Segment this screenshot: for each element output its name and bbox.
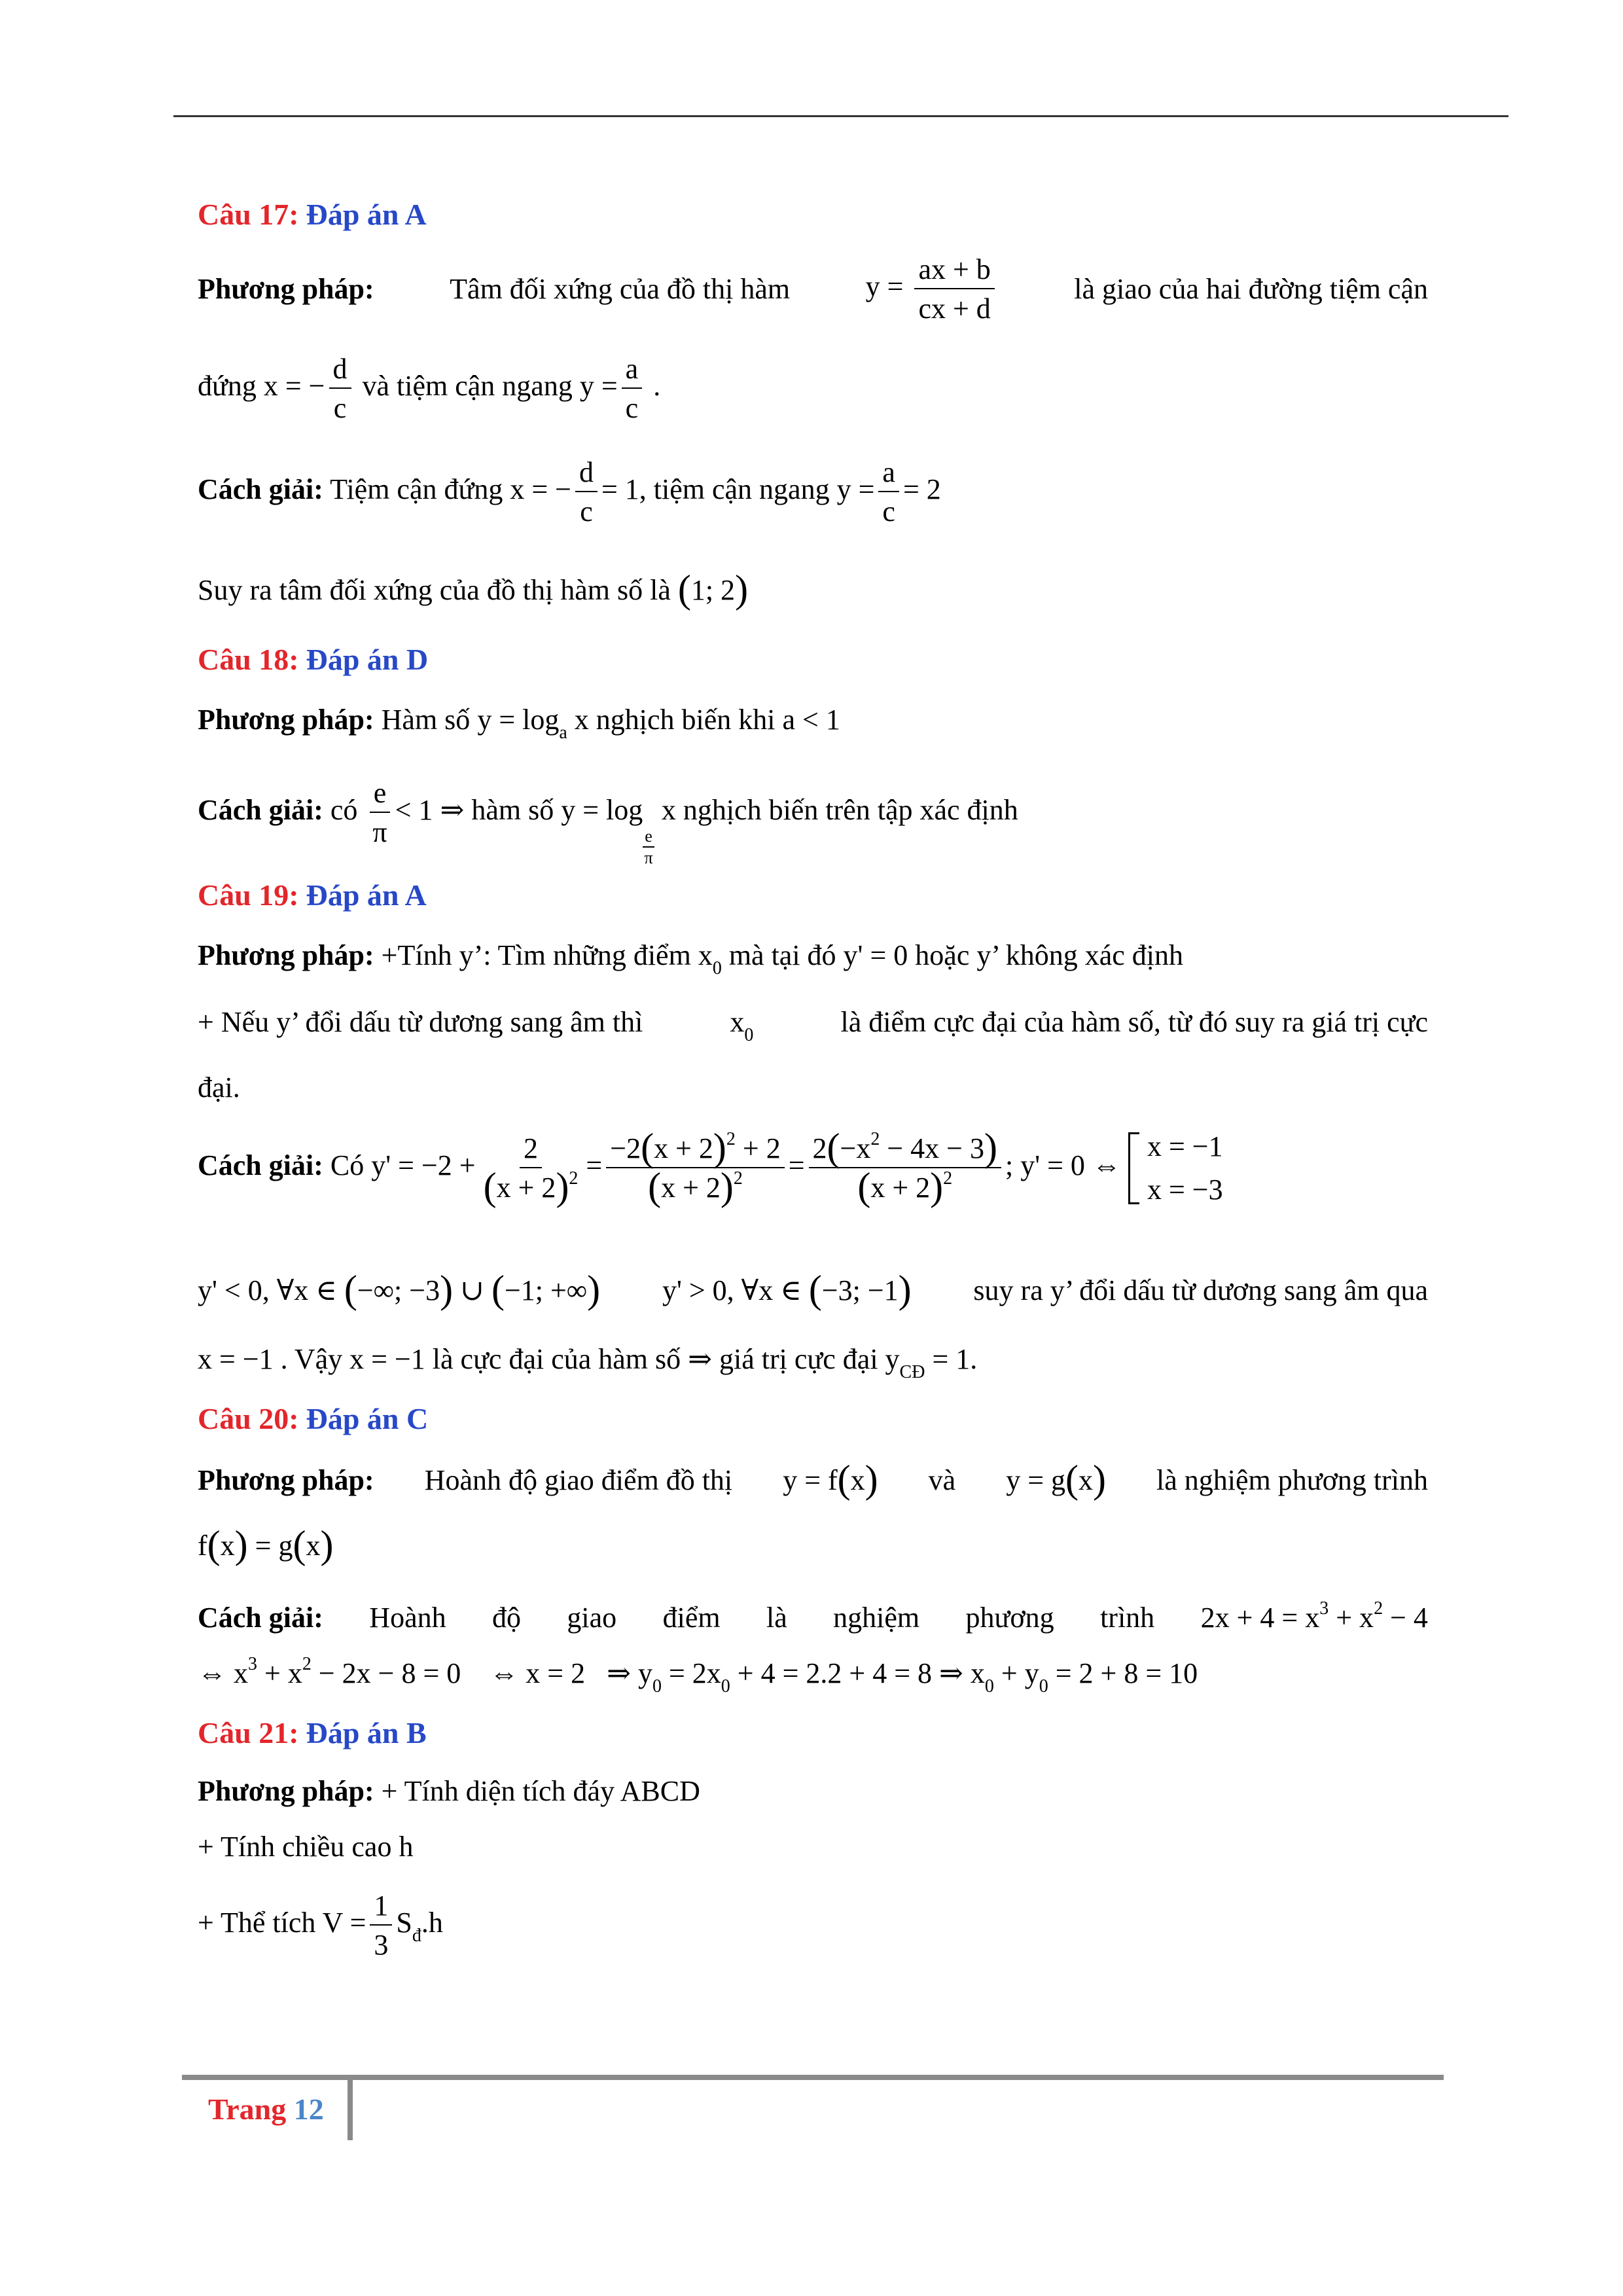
q18-log-base: y = log $\frac{e}{\pi}$ x [561, 794, 683, 868]
q18-heading [198, 645, 428, 675]
q20-equation-cubic: $2x + 4 = x^3 + x^2 - 4$ [1200, 1598, 1428, 1634]
q17-method-text: Tâm đối xứng của đồ thị hàm [450, 273, 791, 305]
footer-divider [348, 2077, 353, 2140]
q18-method-label: Phương pháp: [198, 704, 374, 736]
q17-line2-b: và tiệm cận ngang [362, 370, 573, 403]
q18-solve [198, 779, 1018, 867]
header-rule [173, 115, 1508, 117]
q19-max-value: $y_{CĐ} = 1$. [885, 1343, 978, 1382]
q18-log-function: $y = \log_a x$ [477, 704, 596, 743]
q20-word: giao [567, 1602, 617, 1634]
q19-last-b: là cực đại của hàm số [432, 1343, 681, 1375]
q17-solve-formula1: x = − $\frac{d}{c}$ = 1 [510, 456, 639, 528]
q18-title: Câu 18: [198, 643, 299, 676]
q21-line2: + Tính chiều cao h [198, 1831, 414, 1863]
footer-label: Trang [208, 2092, 287, 2126]
q20-result [198, 1654, 1198, 1696]
q17-solve-formula2: y = $\frac{a}{c}$ = 2 [836, 456, 941, 528]
q21-method-a: + Tính diện tích đáy ABCD [381, 1775, 700, 1807]
q20-word: độ [492, 1602, 522, 1634]
q17-line2-a: đứng [198, 370, 257, 403]
footer-rule [182, 2075, 1444, 2080]
q20-word: Hoành [369, 1602, 446, 1634]
q19-title: Câu 19: [198, 878, 299, 912]
q21-line3-text: + Thể tích [198, 1907, 316, 1939]
q21-line3 [198, 1892, 443, 1960]
q17-conclusion-text: Suy ra tâm đối xứng của đồ thị hàm số là [198, 574, 671, 606]
q19-solve-label: Cách giải: [198, 1149, 323, 1182]
q21-method [198, 1777, 700, 1806]
q17-method-label: Phương pháp: [198, 273, 374, 305]
q20-result-formula: ⇔ $x^3 + x^2 - 2x - 8 = 0$ ⇔ x = 2 ⇒ $y_0 = 2x_0 + 4 = 2.2 + 4 = 8$ ⇒ $x_0 + y_0 = 2 + 8 = 10$ [198, 1654, 1198, 1696]
q19-solve-a: Có [330, 1149, 365, 1182]
q19-line2 [198, 1006, 1428, 1045]
q20-fx-eq-gx: f(x) = g(x) [198, 1523, 334, 1566]
q17-line2 [198, 355, 660, 423]
q17-solve-b: , tiệm cận ngang [639, 473, 830, 506]
q20-solve-label: Cách giải: [198, 1602, 323, 1634]
q19-sign [198, 1268, 1428, 1311]
q17-title: Câu 17: [198, 198, 299, 231]
q18-method-a: Hàm số [381, 704, 471, 736]
q18-condition: a < 1 [782, 704, 840, 736]
q18-solve-b: hàm số [471, 794, 554, 827]
q19-line3: đại. [198, 1071, 240, 1103]
q18-method [198, 704, 840, 743]
q19-derivative: y' = −2 + $\frac{2}{(x + 2)^2}$ = $\frac{-2(x + 2)^2 + 2}{(x + 2)^2}$ = $\frac{2(-x^2 - 4x - 3)}{(x + 2)^2}$ ; y' = 0 ⇔ x = −1 x = −3 [371, 1126, 1223, 1208]
q18-answer: Đáp án D [306, 643, 429, 676]
q18-solve-a: có [330, 794, 358, 827]
q21-heading [198, 1718, 427, 1748]
q19-method-c: hoặc y’ không xác định [915, 939, 1184, 971]
q19-method-label: Phương pháp: [198, 939, 374, 971]
q19-sign-text: suy ra y’ đổi dấu từ dương sang âm qua [973, 1274, 1428, 1306]
q19-x-minus-one-2: x = −1 [349, 1343, 433, 1375]
q19-x0: $x_0$ [698, 939, 722, 978]
q20-word: phương [965, 1602, 1054, 1634]
q19-line2-b: là điểm cực đại của hàm số, từ đó suy ra giá trị cực [840, 1006, 1428, 1038]
q19-implies: ⇒ [688, 1343, 720, 1375]
q19-sign-negative: y' < 0, ∀x ∈ (−∞; −3) ∪ (−1; +∞) [198, 1268, 601, 1311]
q19-sign-positive: y' > 0, ∀x ∈ (−3; −1) [662, 1268, 912, 1311]
q19-method [198, 939, 1184, 978]
q20-title: Câu 20: [198, 1402, 299, 1435]
q20-method-b: và [928, 1464, 956, 1496]
q19-derivative-zero: y' = 0 [843, 939, 916, 971]
page-number: 12 [293, 2092, 324, 2126]
q19-answer: Đáp án A [306, 878, 427, 912]
q18-solve-c: nghịch biến trên tập xác định [683, 794, 1018, 827]
q17-formula: y = $\frac{ax + b}{cx + d}$ [866, 255, 999, 323]
q17-solve-a: Tiệm cận đứng [330, 473, 503, 506]
q21-method-label: Phương pháp: [198, 1775, 374, 1807]
q21-answer: Đáp án B [306, 1716, 427, 1749]
q18-ratio: $\frac{e}{\pi}$ < 1 ⇒ [365, 794, 471, 826]
q20-method [198, 1458, 1428, 1501]
q19-x-minus-one: x = −1 [198, 1343, 281, 1375]
q19-last [198, 1343, 978, 1382]
q20-word: nghiệm [833, 1602, 920, 1634]
q17-answer: Đáp án A [306, 198, 427, 231]
q20-method-c: là nghiệm phương trình [1156, 1464, 1428, 1496]
q17-conclusion [198, 567, 749, 611]
q19-method-b: mà tại đó [728, 939, 836, 971]
q20-fx: y = f(x) [783, 1458, 878, 1501]
q18-solve-label: Cách giải: [198, 794, 323, 827]
q19-line2-a: + Nếu y’ đổi dấu từ dương sang âm thì [198, 1006, 643, 1038]
q19-heading [198, 880, 427, 910]
q21-title: Câu 21: [198, 1716, 299, 1749]
q18-method-b: nghịch biến khi [596, 704, 776, 736]
q20-heading [198, 1404, 428, 1434]
q20-solve [198, 1598, 1428, 1634]
q17-horizontal-asymptote: y = $\frac{a}{c}$ . [579, 353, 661, 424]
q17-solve [198, 458, 941, 526]
q17-method-tail: là giao của hai đường tiệm cận [1074, 273, 1428, 305]
q17-center-point: (1; 2) [677, 567, 749, 611]
q21-volume-formula: V = $\frac{1}{3}$ $S_đ.h$ [322, 1890, 443, 1961]
q20-method-a: Hoành độ giao điểm đồ thị [424, 1464, 733, 1496]
q20-equation [198, 1523, 334, 1566]
page-footer [208, 2092, 324, 2126]
q20-word: trình [1100, 1602, 1155, 1634]
q17-method [198, 255, 1428, 323]
q17-vertical-asymptote: x = − $\frac{d}{c}$ [264, 370, 355, 402]
q19-last-a: . Vậy [280, 1343, 343, 1375]
q20-gx: y = g(x) [1006, 1458, 1106, 1501]
q19-method-a: +Tính y’: Tìm những điểm [381, 939, 691, 971]
q19-solve [198, 1126, 1223, 1208]
q20-word: là [766, 1602, 787, 1634]
q17-solve-label: Cách giải: [198, 473, 323, 506]
q19-line2-x0: $x_0$ [730, 1006, 754, 1045]
q20-word: điểm [662, 1602, 721, 1634]
q19-last-c: giá trị cực đại [719, 1343, 878, 1375]
q20-answer: Đáp án C [306, 1402, 429, 1435]
q20-method-label: Phương pháp: [198, 1464, 374, 1496]
q17-heading [198, 200, 427, 230]
